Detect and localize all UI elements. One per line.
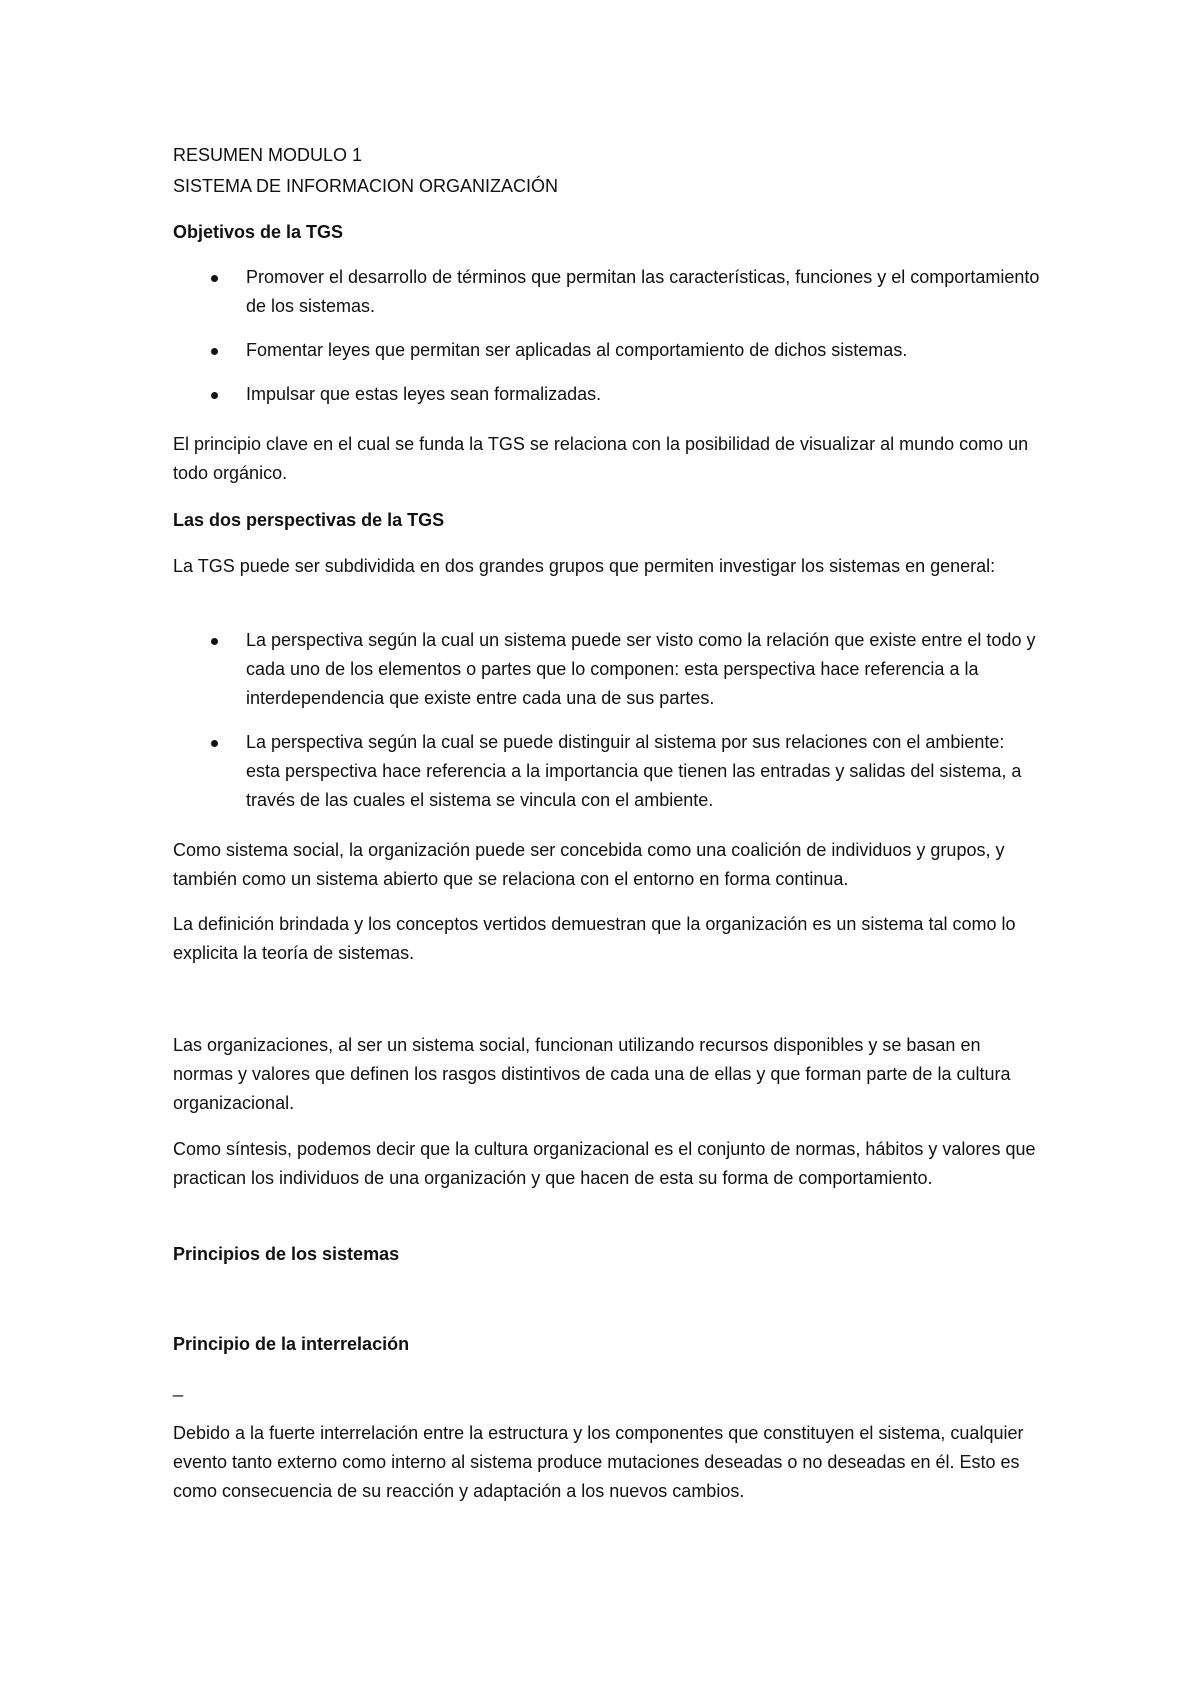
bullet-icon bbox=[211, 638, 218, 645]
section-heading-perspectivas: Las dos perspectivas de la TGS bbox=[173, 510, 445, 530]
list-item-text: Promover el desarrollo de términos que permitan las características, funciones y el comportamiento de los sistemas. bbox=[246, 267, 1040, 316]
bullet-icon bbox=[211, 275, 218, 282]
list-item-text: La perspectiva según la cual se puede distinguir al sistema por sus relaciones con el ambiente: esta perspectiva hace referencia a la importancia que tienen las entradas y salidas del sistema, a través de las cuales el sistema se vincula con el ambiente. bbox=[246, 732, 1022, 810]
document-title-line2: SISTEMA DE INFORMACION ORGANIZACIÓN bbox=[173, 176, 559, 196]
list-item-text: Fomentar leyes que permitan ser aplicadas al comportamiento de dichos sistemas. bbox=[246, 340, 908, 360]
paragraph-principio-clave: El principio clave en el cual se funda la TGS se relaciona con la posibilidad de visualizar al mundo como un todo orgánico. bbox=[173, 434, 1029, 483]
paragraph-organizaciones: Las organizaciones, al ser un sistema social, funcionan utilizando recursos disponibles y se basan en normas y valores que definen los rasgos distintivos de cada una de ellas y que forman parte de la cultura organizacional. bbox=[173, 1035, 1011, 1113]
document-title-line1: RESUMEN MODULO 1 bbox=[173, 145, 363, 165]
list-item bbox=[173, 380, 1043, 409]
bullet-icon bbox=[211, 392, 218, 399]
bullet-icon bbox=[211, 348, 218, 355]
list-item bbox=[173, 626, 1043, 713]
paragraph-sistema-social: Como sistema social, la organización puede ser concebida como una coalición de individuos y grupos, y también como un sistema abierto que se relaciona con el entorno en forma continua. bbox=[173, 840, 1005, 889]
paragraph-definicion: La definición brindada y los conceptos vertidos demuestran que la organización es un sistema tal como lo explicita la teoría de sistemas. bbox=[173, 914, 1016, 963]
list-item bbox=[173, 263, 1043, 321]
subheading-interrelacion: Principio de la interrelación bbox=[173, 1334, 410, 1354]
paragraph-perspectivas-intro: La TGS puede ser subdividida en dos grandes grupos que permiten investigar los sistemas en general: bbox=[173, 556, 996, 576]
paragraph-interrelacion: Debido a la fuerte interrelación entre la estructura y los componentes que constituyen el sistema, cualquier evento tanto externo como interno al sistema produce mutaciones deseadas o no deseadas en él. Esto es como consecuencia de su reacción y adaptación a los nuevos cambios. bbox=[173, 1423, 1024, 1501]
paragraph-sintesis: Como síntesis, podemos decir que la cultura organizacional es el conjunto de normas, hábitos y valores que practican los individuos de una organización y que hacen de esta su forma de comportamiento. bbox=[173, 1139, 1036, 1188]
perspectivas-list bbox=[173, 626, 1043, 815]
dash-separator: _ bbox=[173, 1377, 184, 1397]
objetivos-list bbox=[173, 263, 1043, 409]
list-item-text: Impulsar que estas leyes sean formalizadas. bbox=[246, 384, 602, 404]
bullet-icon bbox=[211, 740, 218, 747]
section-heading-principios: Principios de los sistemas bbox=[173, 1244, 400, 1264]
list-item-text: La perspectiva según la cual un sistema puede ser visto como la relación que existe entre el todo y cada uno de los elementos o partes que lo componen: esta perspectiva hace referencia a la interdependencia que existe entre cada una de sus partes. bbox=[246, 630, 1036, 708]
section-heading-objetivos: Objetivos de la TGS bbox=[173, 222, 344, 242]
list-item bbox=[173, 728, 1043, 815]
list-item bbox=[173, 336, 1043, 365]
